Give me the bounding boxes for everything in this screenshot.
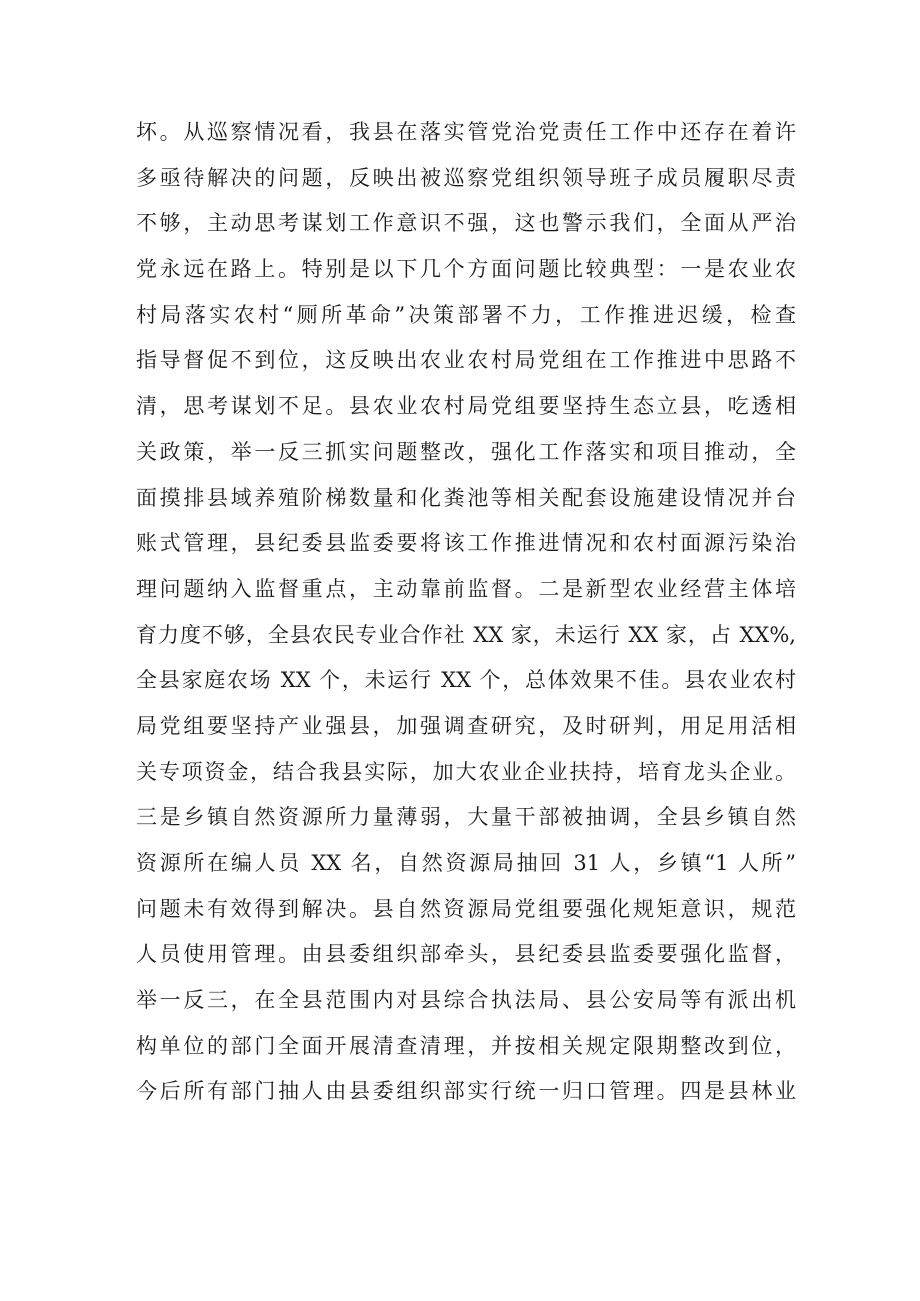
text-line: 全县家庭农场 XX 个，未运行 XX 个，总体效果不佳。县农业农村 [136,668,796,693]
text-line: 理问题纳入监督重点，主动靠前监督。二是新型农业经营主体培 [136,576,796,601]
text-line: 多亟待解决的问题，反映出被巡察党组织领导班子成员履职尽责 [136,165,796,190]
text-line: 三是乡镇自然资源所力量薄弱，大量干部被抽调，全县乡镇自然 [136,805,796,830]
text-line: 局党组要坚持产业强县，加强调查研究，及时研判，用足用活相 [136,713,796,738]
text-line: 坏。从巡察情况看，我县在落实管党治党责任工作中还存在着许 [136,120,796,144]
text-line: 人员使用管理。由县委组织部牵头，县纪委县监委要强化监督， [136,942,796,967]
text-line: 举一反三，在全县范围内对县综合执法局、县公安局等有派出机 [136,988,796,1013]
text-line: 资源所在编人员 XX 名，自然资源局抽回 31 人，乡镇“1 人所” [136,851,796,875]
text-line: 今后所有部门抽人由县委组织部实行统一归口管理。四是县林业 [136,1079,796,1104]
text-line: 构单位的部门全面开展清查清理，并按相关规定限期整改到位， [136,1033,796,1058]
body-text [136,110,796,1115]
text-line: 面摸排县域养殖阶梯数量和化粪池等相关配套设施建设情况并台 [136,485,796,510]
text-line: 清，思考谋划不足。县农业农村局党组要坚持生态立县，吃透相 [136,394,796,419]
text-line: 不够，主动思考谋划工作意识不强，这也警示我们，全面从严治 [136,211,796,236]
text-line: 村局落实农村“厕所革命”决策部署不力，工作推进迟缓，检查 [136,302,796,327]
text-line: 账式管理，县纪委县监委要将该工作推进情况和农村面源污染治 [136,531,796,556]
text-line: 关专项资金，结合我县实际，加大农业企业扶持，培育龙头企业。 [136,759,796,784]
text-line: 问题未有效得到解决。县自然资源局党组要强化规矩意识，规范 [136,896,796,921]
text-line: 关政策，举一反三抓实问题整改，强化工作落实和项目推动，全 [136,439,796,464]
text-line: 育力度不够，全县农民专业合作社 XX 家，未运行 XX 家，占 XX%, [136,622,796,647]
text-line: 党永远在路上。特别是以下几个方面问题比较典型：一是农业农 [136,257,796,282]
text-line: 指导督促不到位，这反映出农业农村局党组在工作推进中思路不 [136,348,796,373]
